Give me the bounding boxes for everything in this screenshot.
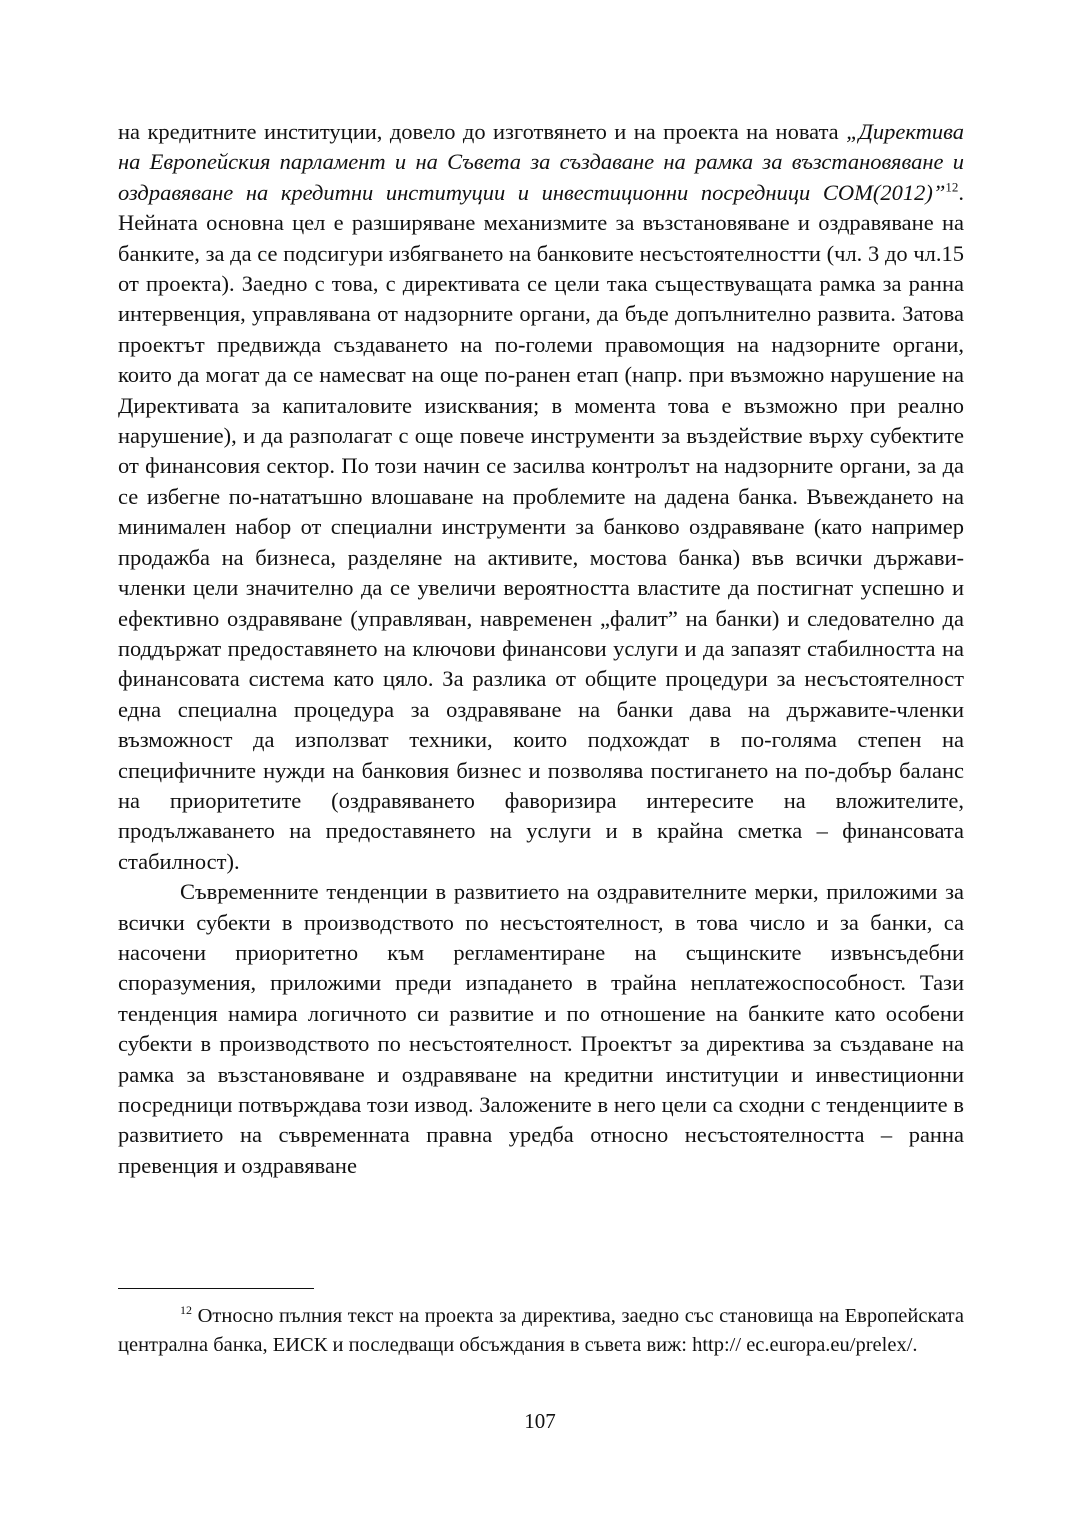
paragraph-1 (118, 117, 964, 877)
footnote-reference: 12 (945, 179, 959, 195)
page-body (118, 117, 964, 1181)
paragraph-1-body: . Нейната основна цел е разширяване механизмите за възстановяване и оздравяване на банките, за да се подсигури избягването на банковите несъстоятелностти (чл. 3 до чл.15 от проекта). Заедно с това, с директивата се цели така съществуващата рамка за ранна интервенция, управлявана от надзорните органи, да бъде допълнително развита. Затова проектът предвижда създаването на по-големи правомощия на надзорните органи, които да могат да се намесват на още по-ранен етап (напр. при възможно нарушение на Директивата за капиталовите изисквания; в момента това е възможно при реално нарушение), и да разполагат с още повече инструменти за въздействие върху субектите от финансовия сектор. По този начин се засилва контролът на надзорните органи, за да се избегне по-нататъшно влошаване на проблемите на дадена банка. Въвеждането на минимален набор от специални инструменти за банково оздравяване (като например продажба на бизнеса, разделяне на активите, мостова банка) във всички държави-членки цели значително да се увеличи вероятността властите да постигнат успешно и ефективно оздравяване (управляван, навременен „фалит” на банки) и следователно да поддържат предоставянето на ключови финансови услуги и да запазят стабилността на финансовата система като цяло. За разлика от общите процедури за несъстоятелност една специална процедура за оздравяване на банки дава на държавите-членки възможност да използват техники, които подхождат в по-голяма степен на специфичните нужди на банковия бизнес и позволява постигането на по-добър баланс на приоритетите (оздравяването фаворизира интересите на вложителите, продължаването на предоставянето на услуги и в крайна сметка – финансовата стабилност). (118, 179, 964, 874)
paragraph-2: Съвременните тенденции в развитието на оздравителните мерки, приложими за всички субекти в производството по несъстоятелност, в това число и за банки, са насочени приоритетно към регламентиране на същинските извънсъдебни споразумения, приложими преди изпадането в трайна неплатежоспособност. Тази тенденция намира логичното си развитие и по отношение на банките като особени субекти в производството по несъстоятелност. Проектът за директива за създаване на рамка за възстановяване и оздравяване на кредитни институции и инвестиционни посредници потвърждава този извод. Заложените в него цели са сходни с тенденциите в развитието на съвременната правна уредба относно несъстоятелността – ранна превенция и оздравяване (118, 879, 964, 1178)
directive-title: „Директива на Европейския парламент и на Съвета за създаване на рамка за възстановяване и оздравяване на кредитни институции и инвестиционни посредници COM(2012)” (118, 119, 964, 205)
paragraph-1-intro: на кредитните институции, довело до изготвянето и на проекта на новата (118, 119, 847, 144)
footnote (118, 1302, 964, 1359)
footnote-divider (118, 1288, 314, 1289)
page-number: 107 (524, 1409, 556, 1433)
footnote-text: Относно пълния текст на проекта за директива, заедно със становища на Европейската централна банка, ЕИСК и последващи обсъждания в съвета виж: http:// ec.europa.eu/prelex/. (118, 1305, 964, 1356)
footnote-number: 12 (180, 1303, 192, 1318)
